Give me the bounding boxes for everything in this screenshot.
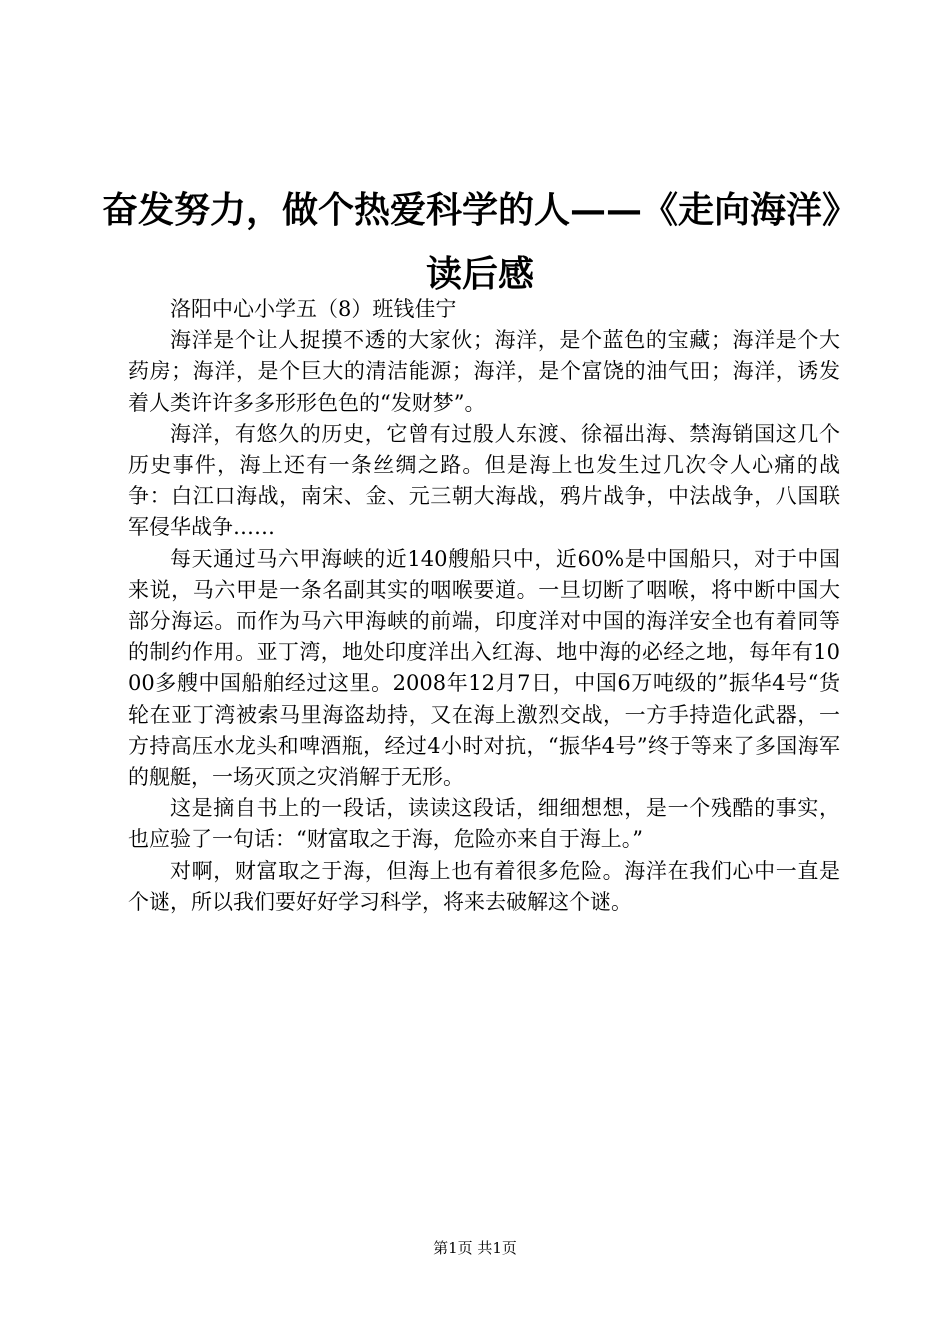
document-body	[128, 294, 840, 918]
paragraph-1: 海洋是个让人捉摸不透的大家伙；海洋，是个蓝色的宝藏；海洋是个大药房；海洋，是个巨大的清洁能源；海洋，是个富饶的油气田；海洋，诱发着人类许许多多形形色色的“发财梦”。	[128, 328, 840, 415]
document-title: 奋发努力，做个热爱科学的人——《走向海洋》读后感	[101, 189, 858, 295]
paragraph-3: 每天通过马六甲海峡的近140艘船只中，近60%是中国船只，对于中国来说，马六甲是一条名副其实的咽喉要道。一旦切断了咽喉，将中断中国大部分海运。而作为马六甲海峡的前端，印度洋对中国的海洋安全也有着同等的制约作用。亚丁湾，地处印度洋出入红海、地中海的必经之地，每年有1000多艘中国船舶经过这里。2008年12月7日，中国6万吨级的”振华4号“货轮在亚丁湾被索马里海盗劫持，又在海上激烈交战，一方手持造化武器，一方持高压水龙头和啤酒瓶，经过4小时对抗，“振华4号”终于等来了多国海军的舰艇，一场灭顶之灾消解于无形。	[128, 546, 840, 790]
paragraph-5: 对啊，财富取之于海，但海上也有着很多危险。海洋在我们心中一直是个谜，所以我们要好好学习科学，将来去破解这个谜。	[128, 858, 840, 914]
author-line: 洛阳中心小学五（8）班钱佳宁	[170, 297, 457, 321]
paragraph-4: 这是摘自书上的一段话，读读这段话，细细想想，是一个残酷的事实，也应验了一句话：“财富取之于海，危险亦来自于海上。”	[128, 796, 840, 852]
paragraph-2: 海洋，有悠久的历史，它曾有过殷人东渡、徐福出海、禁海销国这几个历史事件，海上还有一条丝绸之路。但是海上也发生过几次令人心痛的战争：白江口海战，南宋、金、元三朝大海战，鸦片战争，中法战争，八国联军侵华战争……	[128, 421, 840, 540]
page-footer: 第1页 共1页	[433, 1239, 517, 1257]
